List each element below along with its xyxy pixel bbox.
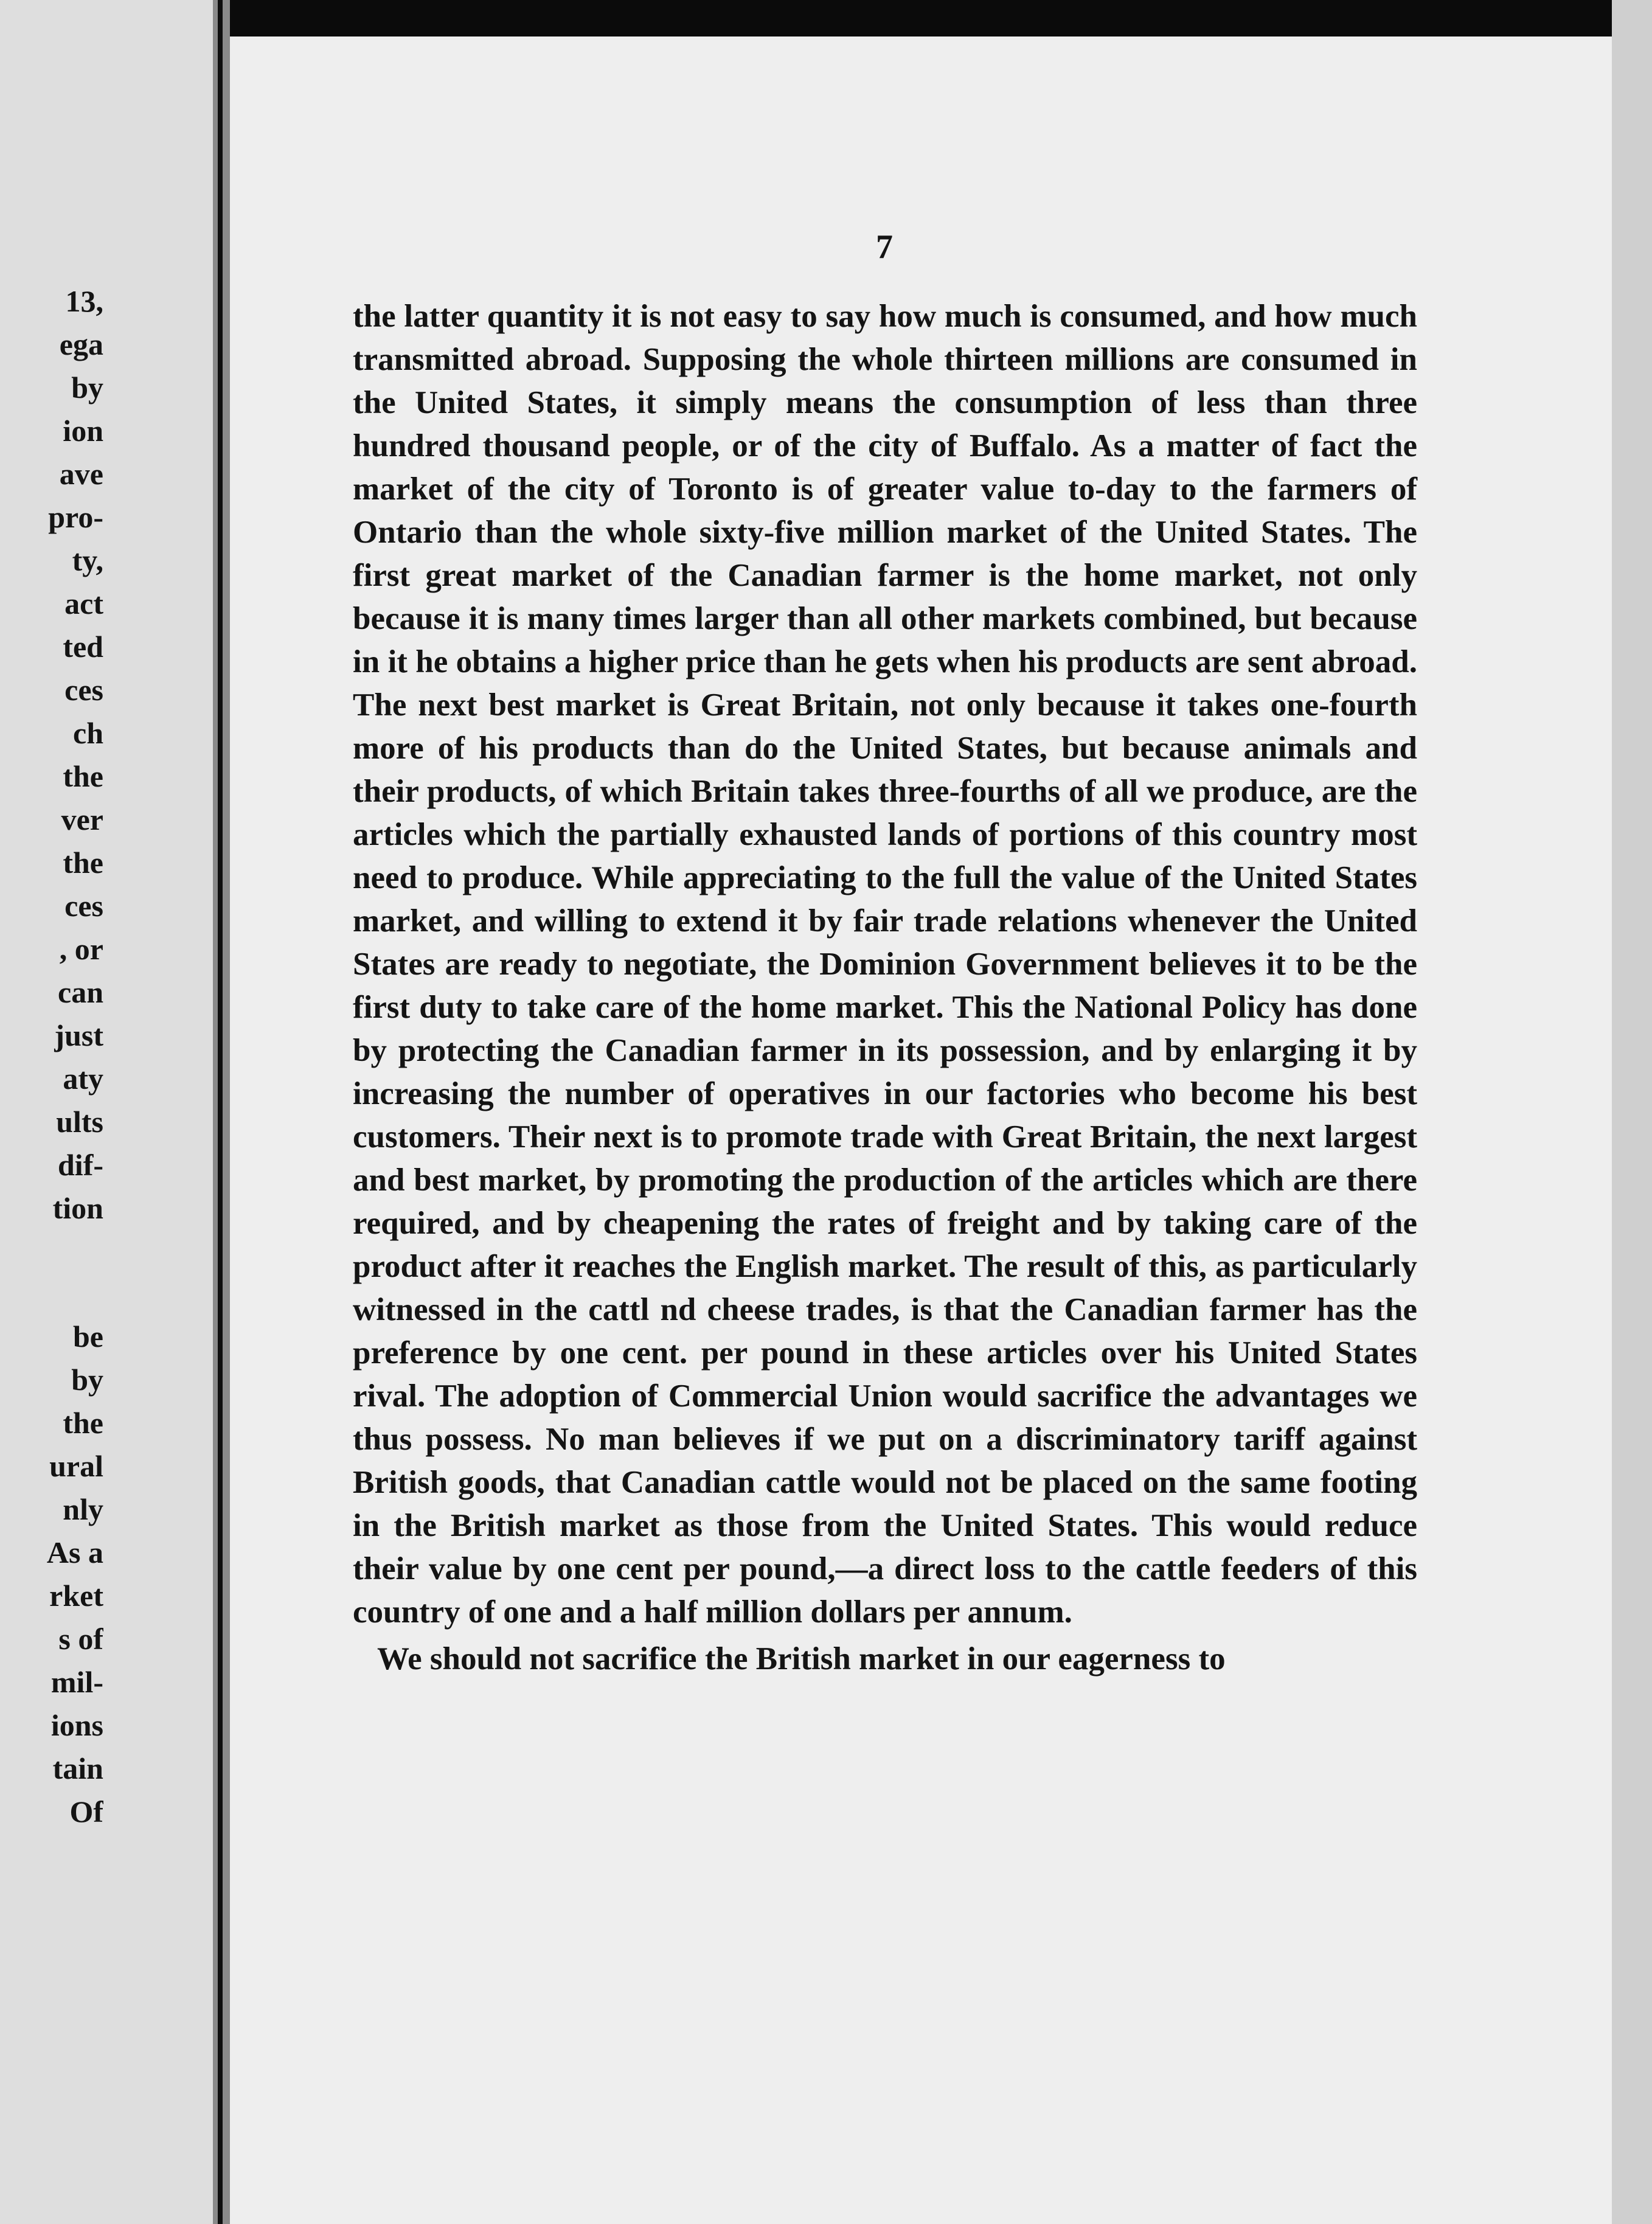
left-page-fragment: ega (59, 327, 103, 361)
left-page-fragment: can (58, 975, 103, 1009)
left-page-fragment: the (63, 1406, 103, 1440)
left-page-text-fragments (0, 0, 103, 2224)
left-page-fragment: s of (58, 1622, 103, 1656)
left-page-fragment: ion (63, 414, 103, 448)
left-page-fragment: ces (64, 673, 103, 707)
left-page-fragment: by (71, 1363, 103, 1397)
left-page-fragment: Of (69, 1795, 103, 1829)
left-page-fragment: the (63, 759, 103, 793)
body-text (353, 295, 1417, 1681)
left-page-fragment: tain (52, 1751, 103, 1785)
scan-top-border (230, 0, 1652, 36)
left-page-fragment: 13, (65, 284, 103, 318)
left-page-fragment: tion (52, 1191, 103, 1225)
left-page-fragment: ted (63, 630, 103, 664)
left-page-fragment: ave (59, 457, 103, 491)
left-page-fragment: ver (61, 802, 103, 836)
left-page-fragment: mil- (50, 1665, 103, 1699)
left-page-fragment: be (73, 1319, 103, 1354)
left-page-fragment: , or (59, 932, 103, 966)
left-page-fragment: ch (73, 716, 103, 750)
paragraph: the latter quantity it is not easy to say how much is consumed, and how much transmitted abroad. Supposing the whole thirteen millions are consumed in the United States, it simply means the consumption of less than three hundred thousand people, or of the city of Buffalo. As a matter of fact the market of the city of Toronto is of greater value to-day to the farmers of Ontario than the whole sixty-five million market of the United States. The first great market of the Canadian farmer is the home market, not only because it is many times larger than all other markets combined, but because in it he obtains a higher price than he gets when his products are sent abroad. The next best market is Great Britain, not only because it takes one-fourth more of his products than do the United States, but because animals and their products, of which Britain takes three-fourths of all we produce, are the articles which the partially exhausted lands of portions of this country most need to produce. While appreciating to the full the value of the United States market, and willing to extend it by fair trade relations whenever the United States are ready to negotiate, the Dominion Government believes it to be the first duty to take care of the home market. This the National Policy has done by protecting the Canadian farmer in its possession, and by enlarging it by increasing the number of operatives in our factories who become his best customers. Their next is to promote trade with Great Britain, the next largest and best market, by promoting the production of the articles which are there required, and by cheapening the rates of freight and by taking care of the product after it reaches the English market. The result of this, as particularly witnessed in the cattl nd cheese trades, is that the Canadian farmer has the preference by one cent. per pound in these articles over his United States rival. The adoption of Commercial Union would sacrifice the advantages we thus possess. No man believes if we put on a discriminatory tariff against British goods, that Canadian cattle would not be placed on the same footing in the British market as those from the United States. This would reduce their value by one cent per pound,—a direct loss to the cattle feeders of this country of one and a half million dollars per annum. (353, 299, 1417, 1630)
left-page-fragment: ces (64, 889, 103, 923)
paragraph: We should not sacrifice the British market in our eagerness to (377, 1641, 1226, 1677)
left-page-fragment: ults (56, 1105, 103, 1139)
left-page-fragment: ural (49, 1449, 103, 1483)
left-page-fragment: dif- (58, 1148, 103, 1182)
left-page-fragment: by (71, 370, 103, 405)
spine-edge (218, 0, 223, 2224)
left-page-fragment: aty (63, 1062, 103, 1096)
left-page-fragment: just (54, 1018, 103, 1052)
left-page-fragment: the (63, 846, 103, 880)
page-edge-shadow (1612, 0, 1652, 2224)
left-page-fragment: ty, (72, 543, 103, 577)
left-page-fragment: act (64, 586, 103, 620)
left-page-fragment: As a (46, 1535, 103, 1569)
left-page-fragment: pro- (48, 500, 103, 534)
left-page-fragment: ions (50, 1708, 103, 1742)
left-page-fragment: rket (49, 1579, 103, 1613)
left-page-fragment: nly (63, 1492, 103, 1526)
left-page (0, 0, 213, 2224)
page-number: 7 (876, 228, 893, 266)
